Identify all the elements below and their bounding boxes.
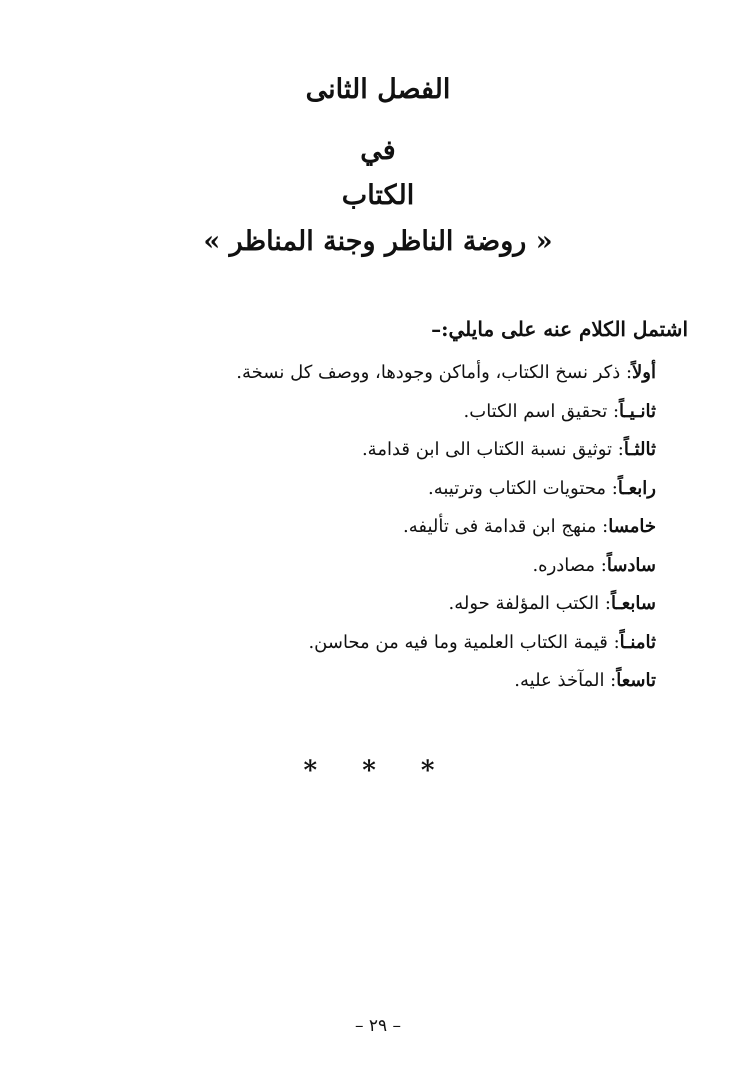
chapter-title: الفصل الثانى: [305, 74, 451, 105]
list-item: رابعـاً: محتويات الكتاب وترتيبه.: [428, 477, 656, 499]
item-text: الكتب المؤلفة حوله.: [448, 593, 600, 614]
item-text: المآخذ عليه.: [514, 670, 605, 691]
book-title: « روضة الناظر وجنة المناظر »: [203, 226, 553, 257]
list-item: سابعـاً: الكتب المؤلفة حوله.: [448, 593, 656, 614]
item-label: خامسا: [608, 516, 656, 537]
item-label: سادساً: [606, 554, 656, 576]
contents-list: [236, 356, 656, 703]
list-item: ثامنـاً: قيمة الكتاب العلمية وما فيه من محاسن.: [308, 631, 656, 653]
list-item: ثانـيـاً: تحقيق اسم الكتاب.: [463, 400, 656, 422]
list-item: سادساً: مصادره.: [532, 554, 656, 576]
item-label: ثانـيـاً: [619, 400, 656, 422]
item-text: مصادره.: [532, 554, 596, 576]
list-item: أولاً: ذكر نسخ الكتاب، وأماكن وجودها، ووصف كل نسخة.: [236, 362, 656, 383]
section-separator: * * *: [303, 756, 453, 786]
item-label: رابعـاً: [617, 477, 656, 499]
intro-text: اشتمل الكلام عنه على مايلي:–: [431, 317, 688, 341]
item-label: تاسعاً: [616, 670, 656, 691]
item-label: ثالثـاً: [623, 439, 656, 460]
item-text: ذكر نسخ الكتاب، وأماكن وجودها، ووصف كل نسخة.: [236, 362, 621, 383]
chapter-subject: الكتاب: [341, 180, 415, 211]
item-label: ثامنـاً: [619, 631, 656, 653]
item-text: تحقيق اسم الكتاب.: [463, 400, 608, 422]
chapter-title-preposition: في: [360, 135, 396, 166]
item-label: سابعـاً: [610, 593, 656, 614]
item-label: أولاً: [632, 362, 656, 383]
list-item: خامسا: منهج ابن قدامة فى تأليفه.: [402, 516, 656, 537]
item-text: محتويات الكتاب وترتيبه.: [428, 477, 607, 499]
list-item: تاسعاً: المآخذ عليه.: [514, 670, 656, 691]
page-number: – ٢٩ –: [354, 1016, 402, 1036]
list-item: ثالثـاً: توثيق نسبة الكتاب الى ابن قدامة.: [361, 439, 656, 460]
item-text: توثيق نسبة الكتاب الى ابن قدامة.: [361, 439, 613, 460]
item-text: منهج ابن قدامة فى تأليفه.: [402, 516, 597, 537]
item-text: قيمة الكتاب العلمية وما فيه من محاسن.: [308, 631, 608, 653]
